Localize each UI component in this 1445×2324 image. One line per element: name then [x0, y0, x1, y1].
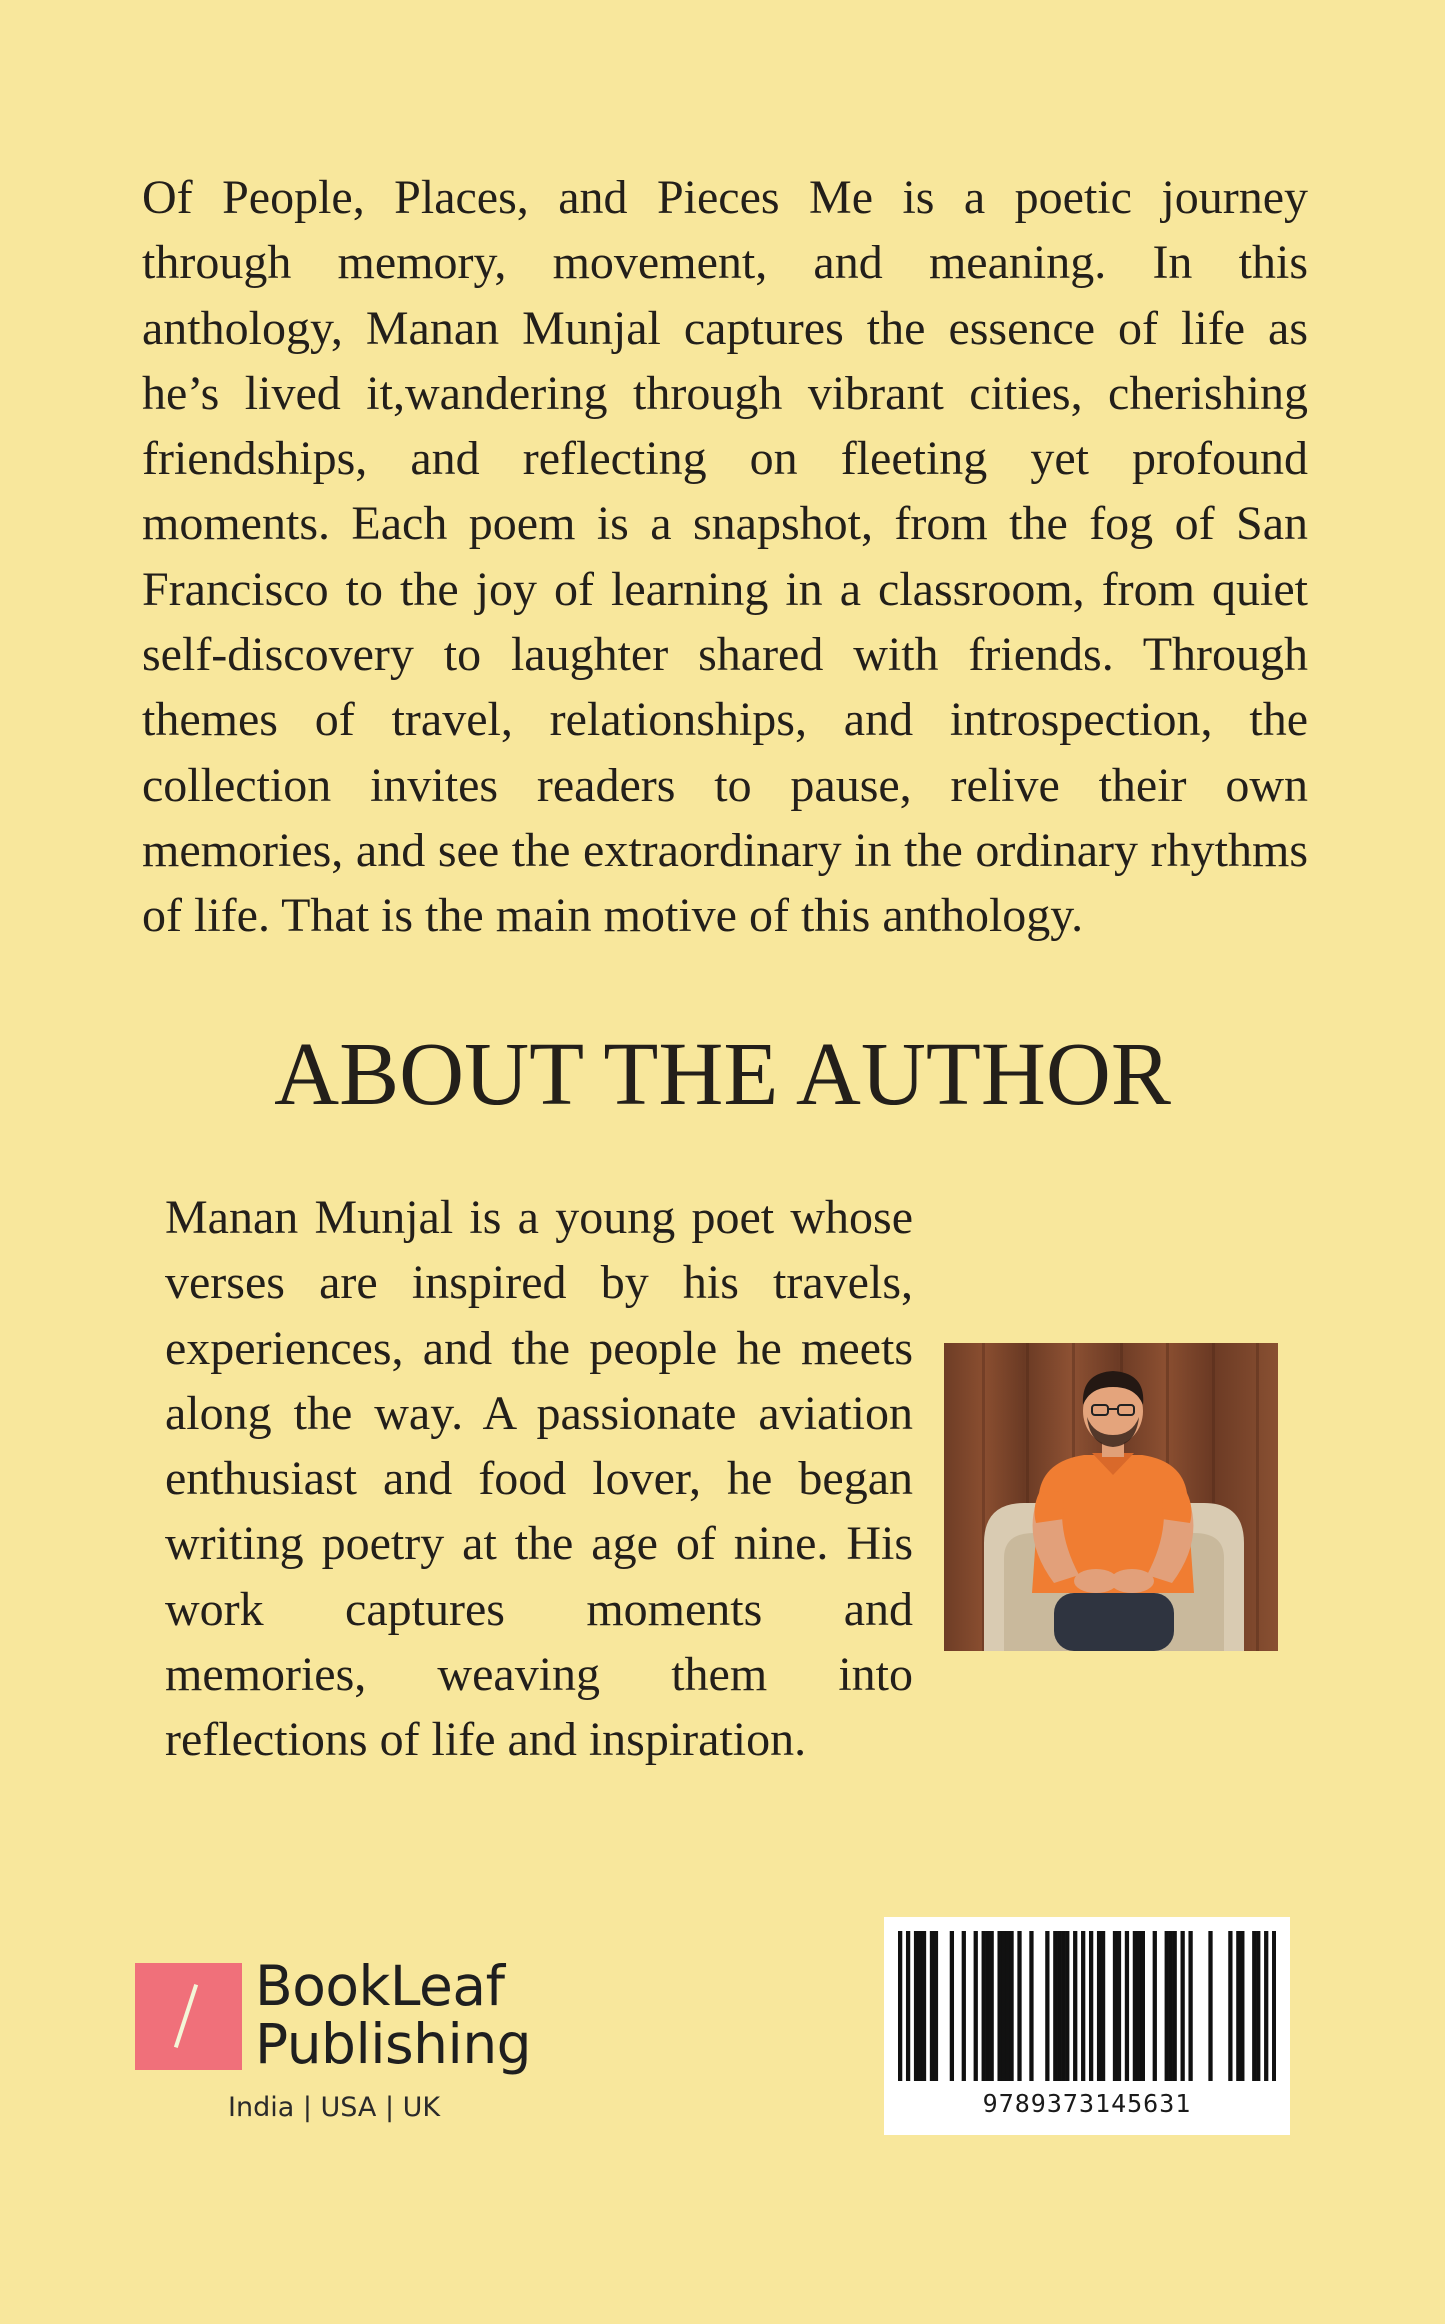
isbn-barcode: [884, 1917, 1290, 2135]
barcode-bar: [1133, 1931, 1137, 2081]
barcode-bar: [1141, 1931, 1145, 2081]
bookleaf-logo-mark: [135, 1963, 242, 2070]
barcode-bar: [1113, 1931, 1117, 2081]
barcode-bar: [1117, 1931, 1121, 2081]
author-photo: [944, 1343, 1278, 1651]
barcode-bar: [950, 1931, 954, 2081]
barcode-bar: [1173, 1931, 1177, 2081]
barcode-bar: [1252, 1931, 1256, 2081]
barcode-bar: [1073, 1931, 1077, 2081]
barcode-bar: [1188, 1931, 1192, 2081]
barcode-bars: [898, 1931, 1276, 2089]
barcode-bar: [1125, 1931, 1129, 2081]
barcode-bar: [1009, 1931, 1013, 2081]
barcode-bar: [1264, 1931, 1268, 2081]
barcode-bar: [922, 1931, 926, 2081]
barcode-bar: [1089, 1931, 1093, 2081]
barcode-bar: [930, 1931, 934, 2081]
barcode-bar: [1256, 1931, 1260, 2081]
publisher-name-line2: Publishing: [255, 2012, 532, 2076]
barcode-bar: [1272, 1931, 1276, 2081]
barcode-bar: [1169, 1931, 1173, 2081]
barcode-bar: [1061, 1931, 1065, 2081]
barcode-bar: [962, 1931, 966, 2081]
barcode-bar: [1208, 1931, 1212, 2081]
back-cover-blurb: Of People, Places, and Pieces Me is a poetic journey through memory, movement, and meaning. In this anthology, Manan Munjal captures the essence of life as he’s lived it,wandering through vibrant cities, cherishing friendships, and reflecting on fleeting yet profound moments. Each poem is a snapshot, from the fog of San Francisco to the joy of learning in a classroom, from quiet self-discovery to laughter shared with friends. Through themes of travel, relationships, and introspection, the collection invites readers to pause, relive their own memories, and see the extraordinary in the ordinary rhythms of life. That is the main motive of this anthology.: [142, 171, 1308, 943]
publisher-wordmark: [255, 1954, 532, 2076]
barcode-bar: [1165, 1931, 1169, 2081]
publisher-locations: India | USA | UK: [228, 2092, 441, 2123]
barcode-bar: [906, 1931, 910, 2081]
barcode-bar: [982, 1931, 986, 2081]
barcode-bar: [1005, 1931, 1009, 2081]
author-bio: Manan Munjal is a young poet whose verses are inspired by his travels, experiences, and the people he meets along the way. A passionate aviation enthusiast and food lover, he began writing poetry at the age of nine. His work captures moments and memories, weaving them into reflections of life and inspiration.: [165, 1191, 913, 1767]
barcode-bar: [1236, 1931, 1240, 2081]
barcode-bar: [918, 1931, 922, 2081]
isbn-number: 9789373145631: [982, 2089, 1192, 2118]
publisher-logo: [135, 1954, 535, 2083]
barcode-bar: [914, 1931, 918, 2081]
barcode-bar: [898, 1931, 902, 2081]
about-author-heading: ABOUT THE AUTHOR: [274, 1025, 1171, 1124]
slash-icon: [174, 1984, 198, 2048]
barcode-bar: [934, 1931, 938, 2081]
barcode-bar: [997, 1931, 1001, 2081]
publisher-name-line1: BookLeaf: [255, 1954, 505, 2018]
barcode-bar: [1101, 1931, 1105, 2081]
barcode-bar: [986, 1931, 990, 2081]
barcode-bar: [1053, 1931, 1057, 2081]
barcode-bar: [1153, 1931, 1157, 2081]
barcode-bar: [1001, 1931, 1005, 2081]
barcode-bar: [1137, 1931, 1141, 2081]
barcode-bar: [1181, 1931, 1185, 2081]
barcode-bar: [1029, 1931, 1033, 2081]
barcode-bar: [1045, 1931, 1049, 2081]
barcode-bar: [1240, 1931, 1244, 2081]
barcode-bar: [1065, 1931, 1069, 2081]
barcode-bar: [1057, 1931, 1061, 2081]
barcode-bar: [1228, 1931, 1232, 2081]
barcode-bar: [1097, 1931, 1101, 2081]
barcode-bar: [1017, 1931, 1021, 2081]
barcode-bar: [974, 1931, 978, 2081]
barcode-bar: [1081, 1931, 1085, 2081]
barcode-bar: [990, 1931, 994, 2081]
